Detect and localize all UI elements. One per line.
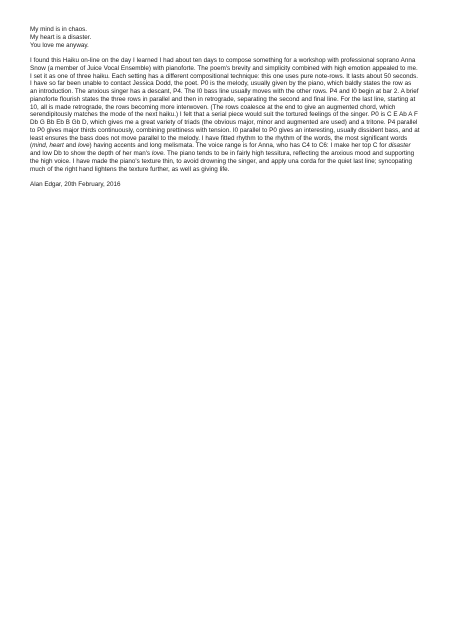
essay-emphasis: mind, heart: [32, 142, 64, 150]
essay-text: ) having accents and long melismata. The voice range is for Anna, who has C4 to C6: I make her top C for: [89, 142, 389, 150]
essay-text: and low Db to show the depth of her man's: [30, 150, 152, 157]
composer-note-paragraph: [30, 57, 420, 173]
essay-emphasis: disaster: [388, 142, 411, 150]
poem-line-3: You love me anyway.: [30, 41, 89, 49]
essay-emphasis: love: [77, 142, 90, 150]
essay-emphasis: love.: [151, 150, 166, 157]
poem-line-1: My mind is in chaos.: [30, 26, 88, 33]
poem-line-2: My heart is a disaster.: [30, 33, 92, 41]
essay-text: I found this Haiku on-line on the day I learned I had about ten days to compose something for a workshop with professional soprano Anna Snow (a member of Juice Vocal Ensemble) with pianoforte. The poem's brevity and simplicity combined with high emotion appealed to me. I set it as one of three haiku. Each setting has a different compositional technique: this one uses pure note-rows. It lasts about 50 seconds. I have so far been unable to contact Jessica Dodd, the poet. P0 is the melody, usually given by the piano, which baldly states the row as an introduction. The anxious singer has a descant, P4. The I0 bass line usually moves with the other rows. P4 and I0 begin at bar 2. A brief pianoforte flourish states the three rows in parallel and then in retrograde, separating the second and final line. For the last line, starting at 10, all is made retrograde, the rows becoming more interwoven. (The rows coalesce at the end to give an augmented chord, which serendipitously matches the mode of the next haiku.) I felt that a serial piece would suit the tortured feelings of the singer. P0 is C E Ab A F Db G Bb Eb B Gb D, which gives me a great variety of triads (the obvious major, minor and augmented are used) and a tritone. P4 parallel to P0 gives major thirds continuously, combining prettiness with tension. I0 parallel to P0 gives an interesting, usually dissident bass, and at least ensures the bass does not move parallel to the melody. I have fitted rhythm to the rhythm of the words, the most significant words (: [30, 57, 420, 150]
haiku-poem: [30, 26, 420, 49]
essay-text: and: [63, 142, 78, 150]
author-signature: Alan Edgar, 20th February, 2016: [30, 181, 121, 188]
document-page: [30, 26, 420, 189]
essay-text: The piano tends to be in fairly high tessitura, reflecting the anxious mood and supporting the high voice. I have made the piano's texture thin, to avoid drowning the singer, and apply una corda for the quiet last line; syncopating much of the right hand lightens the texture further, as well as giving life.: [30, 150, 415, 173]
